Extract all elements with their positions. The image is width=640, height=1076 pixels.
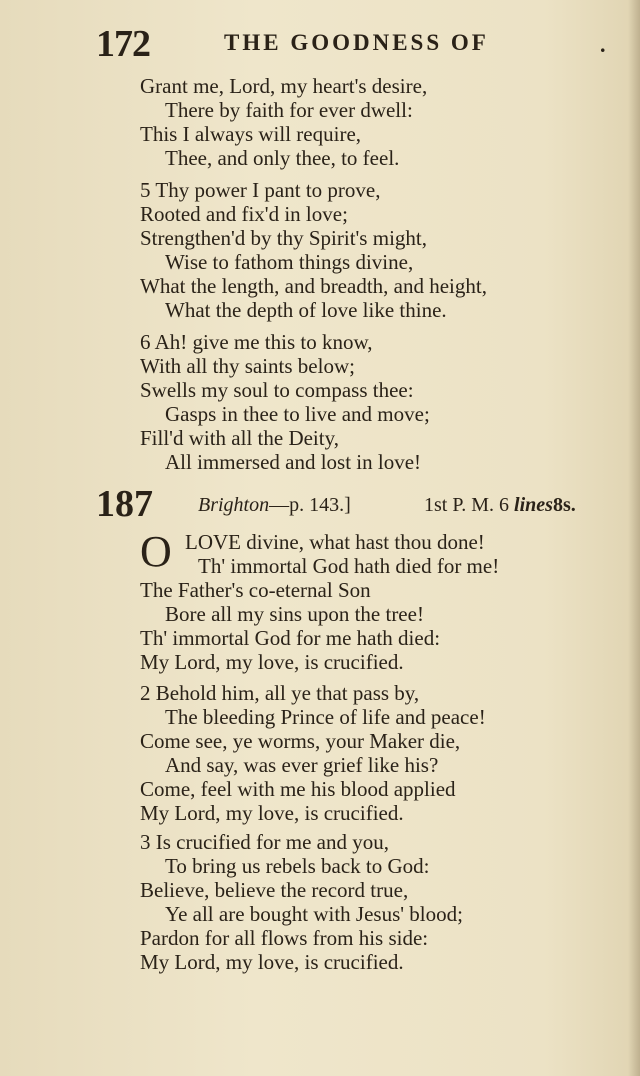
verse-line: And say, was ever grief like his? [165,753,439,777]
verse-line: Swells my soul to compass thee: [140,378,414,402]
verse-line: This I always will require, [140,122,362,146]
verse-line: The Father's co-eternal Son [140,578,371,602]
running-title: THE GOODNESS OF [224,30,489,55]
tune-name: Brighton [198,494,270,516]
verse-line: Rooted and fix'd in love; [140,202,348,226]
verse-line: Strengthen'd by thy Spirit's might, [140,226,427,250]
meter-lines: lines [514,494,553,516]
verse-line: Gasps in thee to live and move; [165,402,430,426]
verse-line: Come see, ye worms, your Maker die, [140,729,461,753]
page-header [96,22,616,65]
verse-line: 5 Thy power I pant to prove, [140,178,381,202]
verse-line: Ye all are bought with Jesus' blood; [165,902,463,926]
page-number: 172 [96,23,150,65]
verse-line: Pardon for all flows from his side: [140,926,429,950]
verse-line: My Lord, my love, is crucified. [140,801,404,825]
verse-line: What the depth of love like thine. [165,298,447,322]
tune-reference [198,494,351,517]
meter-syllables: 8s. [552,494,576,516]
meter-text: 1st P. M. 6 [424,494,510,516]
verse-line: Wise to fathom things divine, [165,250,414,274]
verse-line: With all thy saints below; [140,354,355,378]
verse-line: 2 Behold him, all ye that pass by, [140,681,420,705]
verse-line: Thee, and only thee, to feel. [165,146,400,170]
verse-line: Bore all my sins upon the tree! [165,602,424,626]
verse-line: What the length, and breadth, and height, [140,274,487,298]
verse-line: My Lord, my love, is crucified. [140,950,404,974]
verse-line: Come, feel with me his blood applied [140,777,456,801]
meter [424,494,576,517]
verse-line: All immersed and lost in love! [165,450,422,474]
verse-line: Fill'd with all the Deity, [140,426,339,450]
verse-line: There by faith for ever dwell: [165,98,413,122]
header-dot: . [600,32,606,57]
verse-line: Grant me, Lord, my heart's desire, [140,74,428,98]
page-gutter-shadow [628,0,640,1076]
verse-line: My Lord, my love, is crucified. [140,650,404,674]
verse-line: To bring us rebels back to God: [165,854,430,878]
verse-line: Th' immortal God hath died for me! [198,554,500,578]
drop-cap: O [140,527,172,576]
verse-line: Believe, believe the record true, [140,878,409,902]
hymn-number: 187 [96,483,153,525]
tune-page-ref: —p. 143.] [269,494,351,516]
verse-line: LOVE divine, what hast thou done! [185,530,485,554]
verse-line: 3 Is crucified for me and you, [140,830,389,854]
verse-line: Th' immortal God for me hath died: [140,626,441,650]
verse-line: 6 Ah! give me this to know, [140,330,373,354]
verse-line: The bleeding Prince of life and peace! [165,705,486,729]
